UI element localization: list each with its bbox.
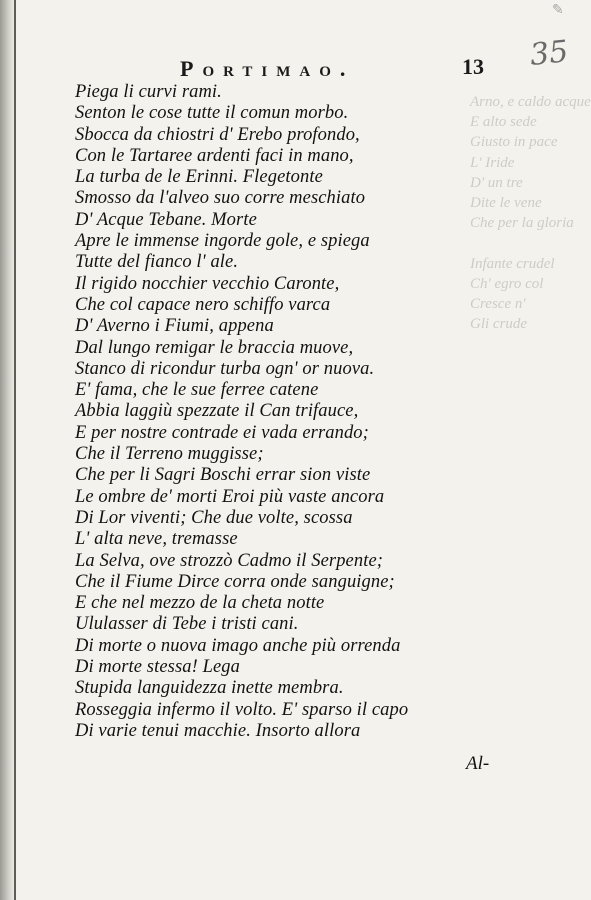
verse-line: Stanco di ricondur turba ogn' or nuova. [75,358,375,379]
verse-line: Sbocca da chiostri d' Erebo profondo, [75,124,360,145]
verse-line: E per nostre contrade ei vada errando; [75,422,369,443]
verse-line: Che per li Sagri Boschi errar sion viste [75,465,371,486]
verse-line: La Selva, ove strozzò Cadmo il Serpente; [75,550,384,571]
running-title: Portimao. [180,56,355,81]
verse-line: Apre le immense ingorde gole, e spiega [75,231,370,252]
verse-line: Rosseggia infermo il volto. E' sparso il capo [75,699,409,720]
verse-line: Di varie tenui macchie. Insorto allora [75,720,361,741]
verse-line: Piega li curvi rami. [75,82,222,102]
verse-line: Smosso da l'alveo suo corre meschiato [75,188,366,209]
gutter-shadow [14,0,16,900]
verse-line: Che il Fiume Dirce corra onde sanguigne; [75,571,395,592]
verse-line: Di Lor viventi; Che due volte, scossa [75,507,353,528]
handwritten-folio-number: 35 [528,34,570,73]
verse-line: D' Acque Tebane. Morte [75,209,257,230]
verse-line: Che il Terreno muggisse; [75,444,264,465]
verse-line: Di morte o nuova imago anche più orrenda [75,635,401,656]
verse-line: D' Averno i Fiumi, appena [75,316,274,337]
verse-line: E' fama, che le sue ferree catene [75,380,319,401]
verse-line: La turba de le Erinni. Flegetonte [75,167,323,188]
verse-line: Con le Tartaree ardenti faci in mano, [75,145,354,166]
verse-line: Abbia laggiù spezzate il Can trifauce, [75,401,359,422]
show-through-text: Arno, e caldo acque E alto sede Giusto in pace L' Iride D' un tre Dite le vene Che per la gloria Infante crudel Ch' egro col Cresce n' Gli crude [470,94,591,333]
verse-line: L' alta neve, tremasse [75,529,238,550]
verse-line: E che nel mezzo de la cheta notte [75,593,325,614]
verse-line: Le ombre de' morti Eroi più vaste ancora [75,486,385,507]
page-number: 13 [462,54,484,79]
verse-text-block [75,82,408,742]
verse-line: Ululasser di Tebe i tristi cani. [75,614,299,635]
verse-line: Stupida languidezza inette membra. [75,678,344,699]
catchword: Al- [466,753,490,774]
corner-pencil-mark: ✎ [552,2,564,18]
verse-line: Il rigido nocchier vecchio Caronte, [75,273,340,294]
book-spine-edge [0,0,14,900]
verse-line: Di morte stessa! Lega [75,657,240,678]
verse-line: Che col capace nero schiffo varca [75,294,331,315]
verse-line: Dal lungo remigar le braccia muove, [75,337,354,358]
verse-line: Senton le cose tutte il comun morbo. [75,103,349,124]
verse-line: Tutte del fianco l' ale. [75,252,239,273]
